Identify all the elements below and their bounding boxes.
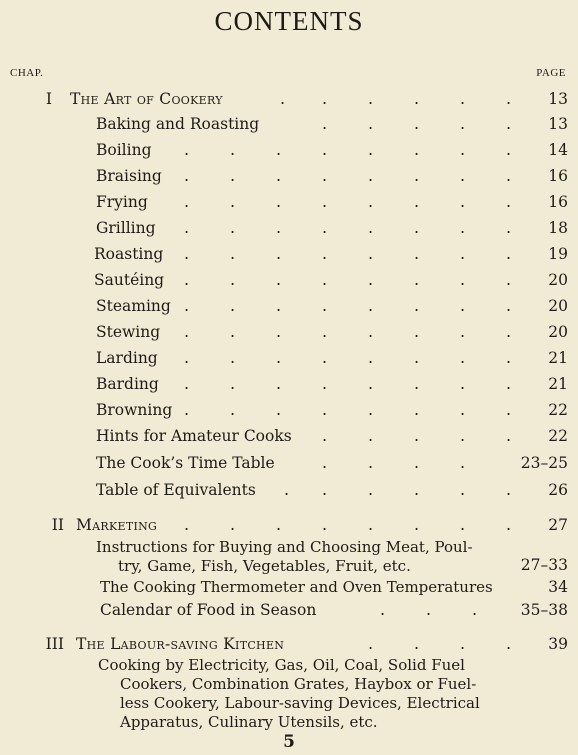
entry-label: Boiling	[96, 141, 152, 159]
leader-dot: .	[506, 634, 512, 653]
page-number: 13	[548, 90, 568, 108]
leader-dot: .	[368, 166, 374, 185]
leader-dot: .	[184, 192, 190, 211]
leader-dot: .	[368, 140, 374, 159]
leader-dot: .	[184, 166, 190, 185]
leader-dot: .	[184, 140, 190, 159]
leader-dot: .	[506, 114, 512, 133]
leader-dot: .	[506, 89, 512, 108]
entry-label: Hints for Amateur Cooks	[96, 427, 292, 445]
entry-label: Calendar of Food in Season	[100, 601, 317, 619]
leader-dot: .	[460, 426, 466, 445]
entry-label: Steaming	[96, 297, 171, 315]
leader-dot: .	[414, 114, 420, 133]
leader-dot: .	[506, 296, 512, 315]
leader-dot: .	[460, 166, 466, 185]
leader-dot: .	[322, 166, 328, 185]
leader-dot: .	[506, 480, 512, 499]
page-number: 16	[548, 167, 568, 185]
entry-line: Apparatus, Culinary Utensils, etc.	[120, 713, 378, 731]
entry-line: Cookers, Combination Grates, Haybox or Fuel-	[120, 675, 477, 693]
leader-dot: .	[506, 166, 512, 185]
toc-entry-row	[0, 243, 578, 265]
chapter-title: The Labour-saving Kitchen	[76, 635, 285, 653]
leader-dot: .	[322, 348, 328, 367]
entry-line: try, Game, Fish, Vegetables, Fruit, etc.	[118, 557, 411, 575]
page-number: 34	[548, 578, 568, 596]
leader-dot: .	[322, 400, 328, 419]
leader-dot: .	[414, 322, 420, 341]
leader-dot: .	[506, 348, 512, 367]
page-number: 14	[548, 141, 568, 159]
leader-dot: .	[368, 348, 374, 367]
leader-dot: .	[322, 374, 328, 393]
page-number: 26	[548, 481, 568, 499]
leader-dot: .	[276, 296, 282, 315]
toc-entry-row	[0, 139, 578, 161]
toc-entry-page-row	[0, 554, 578, 576]
leader-dot: .	[506, 244, 512, 263]
page-title: CONTENTS	[214, 6, 364, 36]
entry-label: Browning	[96, 401, 173, 419]
chapter-title: Marketing	[76, 516, 158, 534]
entry-line: less Cookery, Labour-saving Devices, Electrical	[120, 694, 480, 712]
leader-dot: .	[276, 270, 282, 289]
leader-dot: .	[276, 244, 282, 263]
entry-label: Grilling	[96, 219, 156, 237]
leader-dot: .	[414, 480, 420, 499]
page-column-header: PAGE	[536, 67, 566, 79]
leader-dot: .	[460, 374, 466, 393]
page-number: 18	[548, 219, 568, 237]
leader-dot: .	[276, 140, 282, 159]
leader-dot: .	[506, 140, 512, 159]
toc-entry-row	[0, 113, 578, 135]
leader-dot: .	[284, 480, 290, 499]
toc-entry-row	[0, 399, 578, 421]
entry-label: Braising	[96, 167, 162, 185]
leader-dot: .	[230, 270, 236, 289]
leader-dot: .	[322, 192, 328, 211]
entry-line: Cooking by Electricity, Gas, Oil, Coal, Solid Fuel	[98, 656, 465, 674]
leader-dot: .	[368, 192, 374, 211]
entry-label: Larding	[96, 349, 158, 367]
leader-dot: .	[414, 515, 420, 534]
leader-dot: .	[414, 140, 420, 159]
page-number: 20	[548, 297, 568, 315]
leader-dot: .	[506, 218, 512, 237]
leader-dot: .	[230, 374, 236, 393]
toc-entry-row	[0, 599, 578, 621]
entry-label: Frying	[96, 193, 148, 211]
leader-dot: .	[368, 89, 374, 108]
leader-dot: .	[460, 218, 466, 237]
leader-dot: .	[414, 348, 420, 367]
leader-dot: .	[230, 140, 236, 159]
leader-dot: .	[506, 322, 512, 341]
toc-entry-row	[0, 452, 578, 474]
leader-dot: .	[426, 600, 432, 619]
entry-label: The Cook’s Time Table	[96, 454, 275, 472]
entry-label: Baking and Roasting	[96, 115, 260, 133]
entry-label: Table of Equivalents	[96, 481, 256, 499]
leader-dot: .	[230, 296, 236, 315]
leader-dot: .	[368, 270, 374, 289]
leader-dot: .	[414, 426, 420, 445]
entry-label: The Cooking Thermometer and Oven Temperatures	[100, 578, 493, 596]
leader-dot: .	[276, 374, 282, 393]
leader-dot: .	[460, 244, 466, 263]
leader-dot: .	[460, 89, 466, 108]
entry-label: Roasting	[94, 245, 164, 263]
leader-dot: .	[230, 400, 236, 419]
leader-dot: .	[230, 218, 236, 237]
leader-dot: .	[322, 480, 328, 499]
leader-dot: .	[276, 400, 282, 419]
leader-dot: .	[184, 218, 190, 237]
leader-dot: .	[460, 296, 466, 315]
page-number: 39	[548, 635, 568, 653]
page-number: 20	[548, 271, 568, 289]
leader-dot: .	[184, 270, 190, 289]
leader-dot: .	[460, 114, 466, 133]
entry-line: Instructions for Buying and Choosing Meat, Poul-	[96, 538, 473, 556]
leader-dot: .	[368, 244, 374, 263]
leader-dot: .	[414, 296, 420, 315]
leader-dot: .	[506, 374, 512, 393]
leader-dot: .	[230, 322, 236, 341]
leader-dot: .	[368, 114, 374, 133]
entry-label: Sautéing	[94, 271, 165, 289]
leader-dot: .	[276, 166, 282, 185]
leader-dot: .	[322, 453, 328, 472]
toc-entry-row	[0, 425, 578, 447]
leader-dot: .	[322, 140, 328, 159]
leader-dot: .	[184, 348, 190, 367]
chapter-title: The Art of Cookery	[70, 90, 223, 108]
page-number: 13	[548, 115, 568, 133]
leader-dot: .	[368, 634, 374, 653]
leader-dot: .	[460, 515, 466, 534]
leader-dot: .	[414, 192, 420, 211]
leader-dot: .	[506, 515, 512, 534]
page-folio: 5	[283, 732, 295, 752]
leader-dot: .	[414, 374, 420, 393]
toc-entry-row	[0, 321, 578, 343]
leader-dot: .	[460, 634, 466, 653]
leader-dot: .	[506, 270, 512, 289]
leader-dot: .	[184, 515, 190, 534]
leader-dot: .	[322, 322, 328, 341]
page-number: 16	[548, 193, 568, 211]
leader-dot: .	[506, 192, 512, 211]
leader-dot: .	[280, 89, 286, 108]
leader-dot: .	[230, 192, 236, 211]
leader-dot: .	[276, 322, 282, 341]
leader-dot: .	[184, 244, 190, 263]
toc-entry-row	[0, 269, 578, 291]
leader-dot: .	[368, 374, 374, 393]
leader-dot: .	[506, 400, 512, 419]
leader-dot: .	[368, 453, 374, 472]
leader-dot: .	[414, 89, 420, 108]
leader-dot: .	[460, 192, 466, 211]
toc-entry-row	[0, 576, 578, 598]
leader-dot: .	[414, 634, 420, 653]
leader-dot: .	[414, 400, 420, 419]
page-number: 23–25	[520, 454, 568, 472]
toc-entry-row	[0, 191, 578, 213]
leader-dot: .	[276, 515, 282, 534]
page-number: 20	[548, 323, 568, 341]
leader-dot: .	[184, 400, 190, 419]
page-number: 27–33	[520, 556, 568, 574]
page-number: 27	[548, 516, 568, 534]
toc-entry-row	[0, 479, 578, 501]
leader-dot: .	[230, 166, 236, 185]
leader-dot: .	[322, 515, 328, 534]
leader-dot: .	[322, 244, 328, 263]
leader-dot: .	[276, 192, 282, 211]
leader-dot: .	[414, 166, 420, 185]
toc-entry-row	[0, 217, 578, 239]
page-number: 21	[548, 375, 568, 393]
toc-entry-row	[0, 373, 578, 395]
toc-entry-row	[0, 295, 578, 317]
leader-dot: .	[322, 89, 328, 108]
page-number: 22	[548, 401, 568, 419]
leader-dot: .	[472, 600, 478, 619]
page-number: 22	[548, 427, 568, 445]
leader-dot: .	[414, 270, 420, 289]
toc-chapter-row	[0, 633, 578, 655]
toc-chapter-row	[0, 88, 578, 110]
entry-label: Stewing	[96, 323, 161, 341]
leader-dot: .	[380, 600, 386, 619]
leader-dot: .	[184, 322, 190, 341]
leader-dot: .	[184, 296, 190, 315]
leader-dot: .	[322, 114, 328, 133]
chapter-number: III	[45, 635, 64, 653]
toc-entry-row	[0, 165, 578, 187]
leader-dot: .	[368, 296, 374, 315]
entry-label: Barding	[96, 375, 159, 393]
leader-dot: .	[414, 244, 420, 263]
leader-dot: .	[276, 348, 282, 367]
leader-dot: .	[322, 270, 328, 289]
leader-dot: .	[368, 400, 374, 419]
leader-dot: .	[460, 140, 466, 159]
leader-dot: .	[322, 218, 328, 237]
leader-dot: .	[368, 515, 374, 534]
leader-dot: .	[368, 480, 374, 499]
toc-entry-row	[0, 347, 578, 369]
chapter-number: II	[51, 516, 64, 534]
leader-dot: .	[506, 426, 512, 445]
leader-dot: .	[368, 218, 374, 237]
leader-dot: .	[460, 348, 466, 367]
leader-dot: .	[230, 244, 236, 263]
leader-dot: .	[460, 322, 466, 341]
toc-entry-paragraph	[98, 656, 480, 732]
leader-dot: .	[276, 218, 282, 237]
chapter-column-header: CHAP.	[10, 67, 44, 79]
leader-dot: .	[322, 296, 328, 315]
chapter-number: I	[45, 90, 52, 108]
leader-dot: .	[460, 453, 466, 472]
leader-dot: .	[460, 480, 466, 499]
leader-dot: .	[414, 218, 420, 237]
page-number: 19	[548, 245, 568, 263]
leader-dot: .	[230, 515, 236, 534]
page-number: 35–38	[520, 601, 568, 619]
leader-dot: .	[230, 348, 236, 367]
leader-dot: .	[368, 426, 374, 445]
leader-dot: .	[460, 270, 466, 289]
leader-dot: .	[368, 322, 374, 341]
leader-dot: .	[460, 400, 466, 419]
page-number: 21	[548, 349, 568, 367]
leader-dot: .	[184, 374, 190, 393]
leader-dot: .	[414, 453, 420, 472]
toc-chapter-row	[0, 514, 578, 536]
leader-dot: .	[322, 426, 328, 445]
